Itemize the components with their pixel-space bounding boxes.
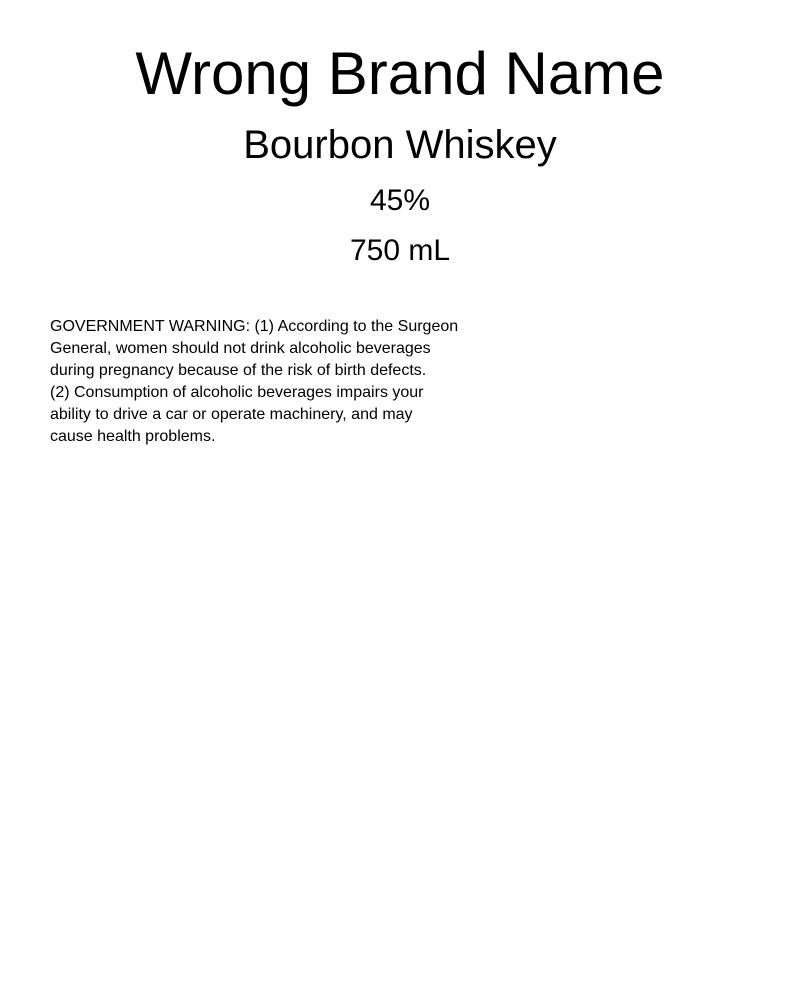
warning-line: during pregnancy because of the risk of birth defects.: [50, 362, 427, 379]
brand-name: Wrong Brand Name: [135, 40, 665, 107]
warning-line: ability to drive a car or operate machinery, and may: [50, 406, 413, 423]
class-type: Bourbon Whiskey: [243, 123, 557, 167]
warning-line: cause health problems.: [50, 428, 216, 445]
government-warning: [50, 316, 480, 448]
warning-line: (2) Consumption of alcoholic beverages impairs your: [50, 384, 424, 401]
warning-line: General, women should not drink alcoholic beverages: [50, 340, 431, 357]
warning-line: GOVERNMENT WARNING: (1) According to the Surgeon: [50, 318, 459, 335]
net-contents: 750 mL: [349, 234, 451, 267]
alcohol-content: 45%: [369, 184, 431, 217]
